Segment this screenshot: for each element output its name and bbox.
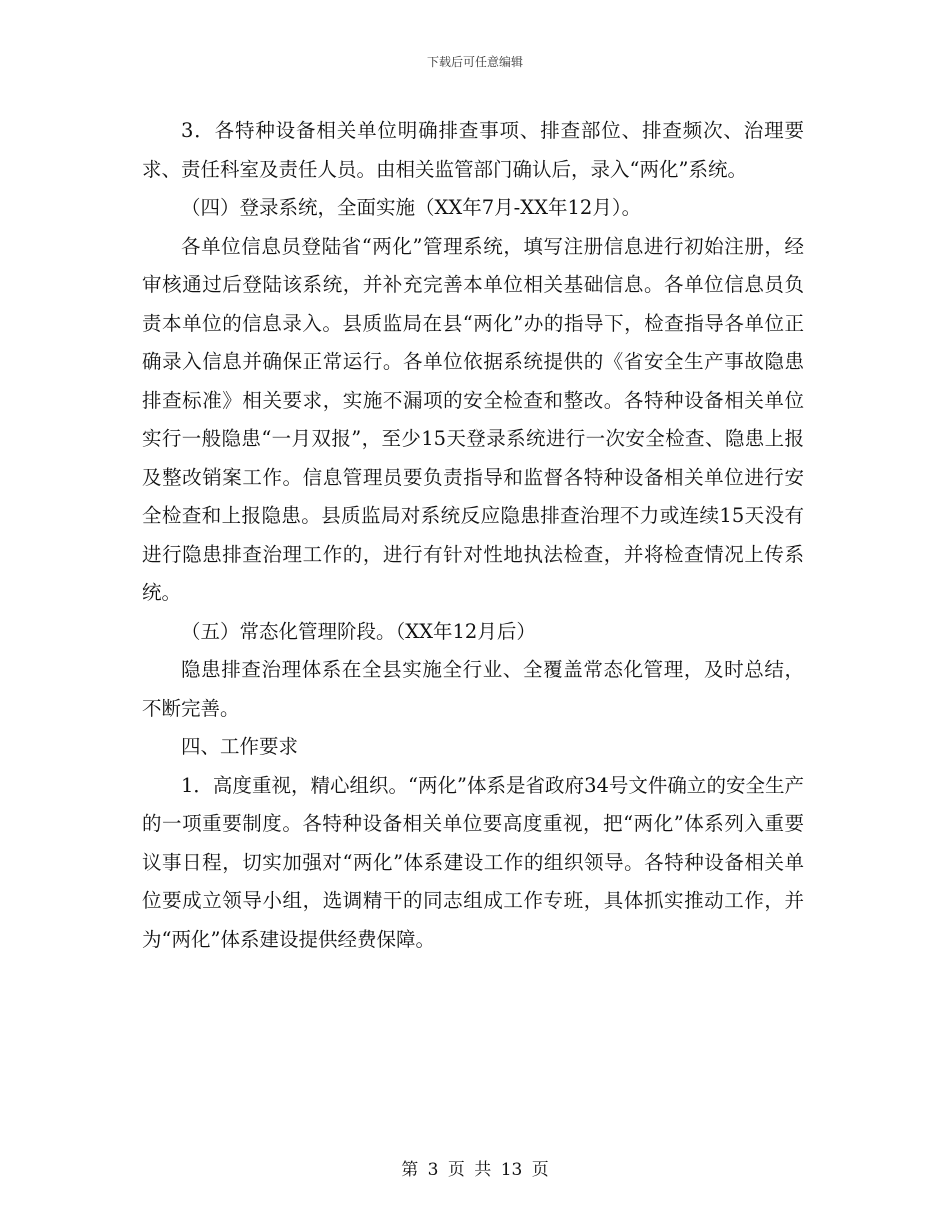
paragraph-login-implementation: 各单位信息员登陆省“两化”管理系统，填写注册信息进行初始注册，经审核通过后登陆该系统，并补充完善本单位相关基础信息。各单位信息员负责本单位的信息录入。县质监局在县“两化”办的指导下，检查指导各单位正确录入信息并确保正常运行。各单位依据系统提供的《省安全生产事故隐患排查标准》相关要求，实施不漏项的安全检查和整改。各特种设备相关单位实行一般隐患“一月双报”，至少15天登录系统进行一次安全检查、隐患上报及整改销案工作。信息管理员要负责指导和监督各特种设备相关单位进行安全检查和上报隐患。县质监局对系统反应隐患排查治理不力或连续15天没有进行隐患排查治理工作的，进行有针对性地执法检查，并将检查情况上传系统。 — [142, 234, 804, 604]
section-heading-login-system: （四）登录系统，全面实施（XX年7月-XX年12月）。 — [181, 196, 642, 219]
section-heading-work-requirements: 四、工作要求 — [181, 735, 299, 758]
page-number: 第 3 页 共 13 页 — [401, 1160, 549, 1180]
page-header: 下载后可任意编辑 — [426, 55, 523, 69]
document-body — [142, 112, 804, 959]
paragraph-item-3-scope: 3．各特种设备相关单位明确排查事项、排查部位、排查频次、治理要求、责任科室及责任人员。由相关监管部门确认后，录入“两化”系统。 — [142, 119, 804, 181]
paragraph-requirement-1: 1．高度重视，精心组织。“两化”体系是省政府34号文件确立的安全生产的一项重要制度。各特种设备相关单位要高度重视，把“两化”体系列入重要议事日程，切实加强对“两化”体系建设工作的组织领导。各特种设备相关单位要成立领导小组，选调精干的同志组成工作专班，具体抓实推动工作，并为“两化”体系建设提供经费保障。 — [142, 773, 804, 951]
paragraph-normalization: 隐患排查治理体系在全县实施全行业、全覆盖常态化管理，及时总结，不断完善。 — [142, 658, 804, 720]
section-heading-normalization: （五）常态化管理阶段。（XX年12月后） — [181, 619, 536, 643]
